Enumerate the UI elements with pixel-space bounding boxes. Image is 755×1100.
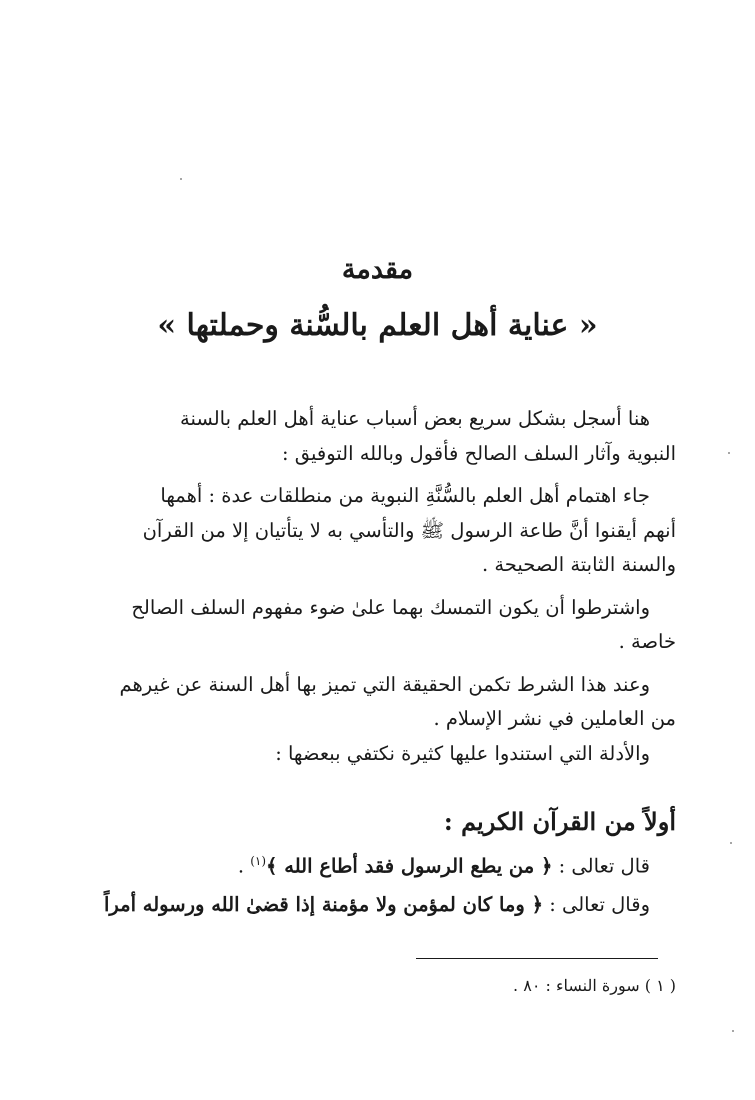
paragraph-line: من العاملين في نشر الإسلام . (433, 707, 676, 730)
verse-line (78, 886, 676, 924)
verse-quote: ﴿ وما كان لمؤمن ولا مؤمنة إذا قضىٰ الله ورسوله أمراً (103, 892, 543, 916)
paragraph-1 (78, 402, 676, 471)
paragraph-line: جاء اهتمام أهل العلم بالسُّنَّةِ النبوية من منطلقات عدة : أهمها (160, 484, 650, 507)
footnote-reference: (١) (250, 854, 267, 868)
footnote-separator (416, 958, 658, 959)
paragraph-line: هنا أسجل بشكل سريع بعض أسباب عناية أهل العلم بالسنة (180, 407, 650, 430)
scan-speck (728, 452, 730, 454)
scan-speck (730, 842, 732, 844)
paragraph-line: النبوية وآثار السلف الصالح فأقول وبالله التوفيق : (281, 441, 676, 465)
verse-line (78, 842, 676, 886)
paragraph-5 (78, 737, 676, 772)
paragraph-4 (78, 668, 676, 737)
scan-speck (732, 1030, 734, 1032)
footnote: ( ١ ) سورة النساء : ٨٠ . (513, 976, 676, 995)
verse-list (78, 842, 676, 924)
paragraph-line: والأدلة التي استندوا عليها كثيرة نكتفي ببعضها : (275, 741, 650, 765)
verse-end: . (237, 854, 251, 878)
page-subtitle: « عناية أهل العلم بالسُّنة وحملتها » (157, 308, 598, 343)
intro-body (78, 402, 676, 771)
paragraph-line: أنهم أيقنوا أنَّ طاعة الرسول ﷺ والتأسي به لا يتأتيان إلا من القرآن (142, 518, 676, 542)
paragraph-line: وعند هذا الشرط تكمن الحقيقة التي تميز بها أهل السنة عن غيرهم (119, 672, 650, 696)
paragraph-3 (78, 591, 676, 660)
paragraph-2 (78, 479, 676, 583)
page-title: مقدمة (341, 254, 414, 285)
paragraph-line: والسنة الثابتة الصحيحة . (481, 553, 676, 576)
paragraph-line: واشترطوا أن يكون التمسك بهما علىٰ ضوء مفهوم السلف الصالح (131, 595, 650, 619)
verse-intro: وقال تعالى : (549, 892, 650, 916)
scan-speck (180, 178, 182, 180)
section-heading: أولاً من القرآن الكريم : (443, 807, 676, 836)
paragraph-line: خاصة . (618, 630, 676, 653)
verse-quote: ﴿ من يطع الرسول فقد أطاع الله ﴾ (266, 854, 553, 878)
verse-intro: قال تعالى : (558, 854, 650, 878)
